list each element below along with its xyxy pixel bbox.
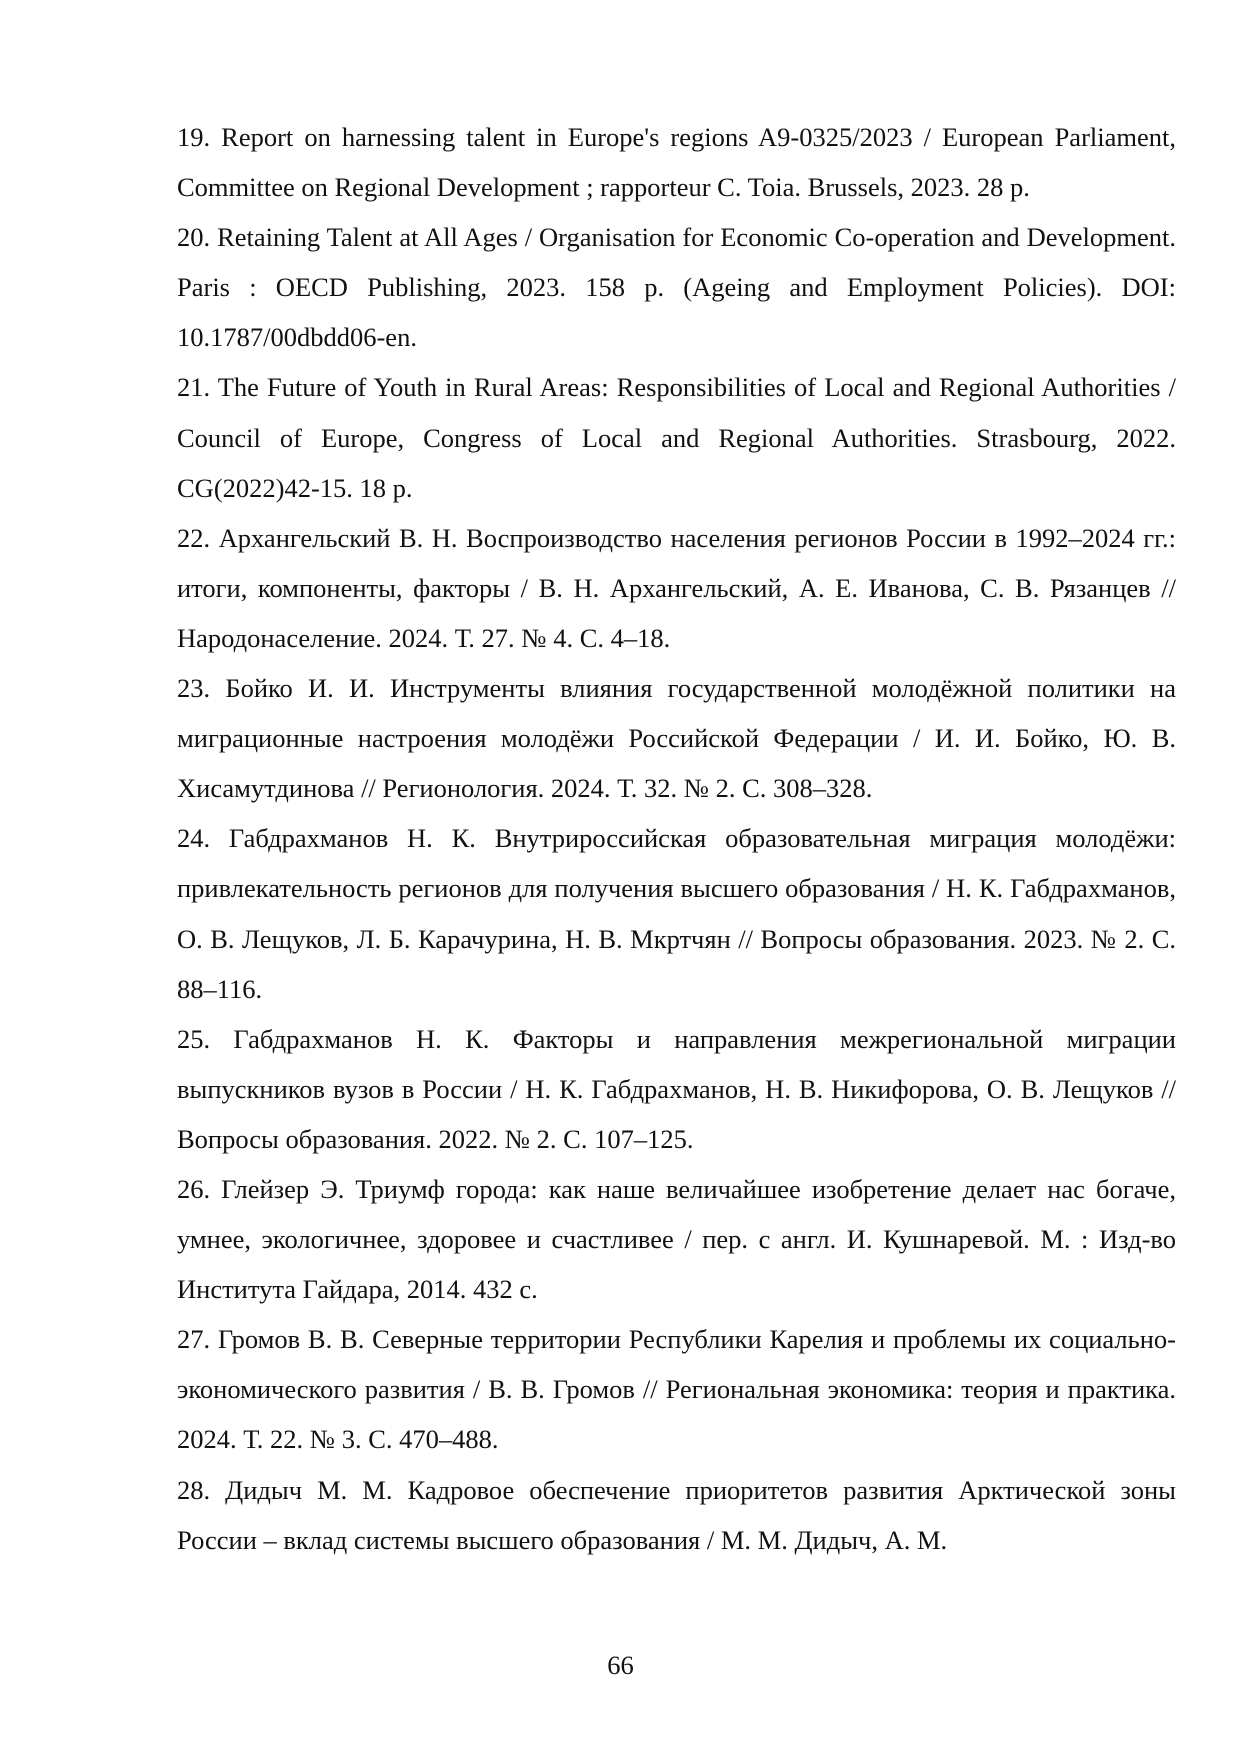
page-number: 66 — [607, 1650, 634, 1680]
reference-item-21: 21. The Future of Youth in Rural Areas: Responsibilities of Local and Regional Authorities / Council of Europe, Congress of Local and Regional Authorities. Strasbourg, 2022. CG(2022)42-15. 18 p. — [177, 372, 1176, 503]
reference-item-27: 27. Громов В. В. Северные территории Республики Карелия и проблемы их социально-экономического развития / В. В. Громов // Региональная экономика: теория и практика. 2024. Т. 22. № 3. С. 470–488. — [177, 1324, 1176, 1455]
reference-item-28: 28. Дидыч М. М. Кадровое обеспечение приоритетов развития Арктической зоны России – вклад системы высшего образования / М. М. Дидыч, А. М. — [177, 1474, 1176, 1555]
reference-item-23: 23. Бойко И. И. Инструменты влияния государственной молодёжной политики на миграционные настроения молодёжи Российской Федерации / И. И. Бойко, Ю. В. Хисамутдинова // Регионология. 2024. Т. 32. № 2. С. 308–328. — [177, 673, 1176, 804]
reference-item-24: 24. Габдрахманов Н. К. Внутрироссийская образовательная миграция молодёжи: привлекательность регионов для получения высшего образования / Н. К. Габдрахманов, О. В. Лещуков, Л. Б. Карачурина, Н. В. Мкртчян // Вопросы образования. 2023. № 2. С. 88–116. — [177, 823, 1176, 1004]
reference-item-26: 26. Глейзер Э. Триумф города: как наше величайшее изобретение делает нас богаче, умнее, экологичнее, здоровее и счастливее / пер. с англ. И. Кушнаревой. М. : Изд-во Института Гайдара, 2014. 432 с. — [177, 1173, 1176, 1305]
reference-item-19: 19. Report on harnessing talent in Europe's regions A9-0325/2023 / European Parliament, Committee on Regional Development ; rapporteur C. Toia. Brussels, 2023. 28 p. — [177, 122, 1176, 203]
reference-item-25: 25. Габдрахманов Н. К. Факторы и направления межрегиональной миграции выпускников вузов в России / Н. К. Габдрахманов, Н. В. Никифорова, О. В. Лещуков // Вопросы образования. 2022. № 2. С. 107–125. — [177, 1023, 1176, 1154]
reference-list — [177, 112, 1176, 1565]
reference-item-20: 20. Retaining Talent at All Ages / Organisation for Economic Co-operation and Development. Paris : OECD Publishing, 2023. 158 p. (Ageing and Employment Policies). DOI: 10.1787/00dbdd06-en. — [177, 222, 1176, 353]
reference-item-22: 22. Архангельский В. Н. Воспроизводство населения регионов России в 1992–2024 гг.: итоги, компоненты, факторы / В. Н. Архангельский, А. Е. Иванова, С. В. Рязанцев // Народонаселение. 2024. Т. 27. № 4. С. 4–18. — [177, 522, 1176, 653]
